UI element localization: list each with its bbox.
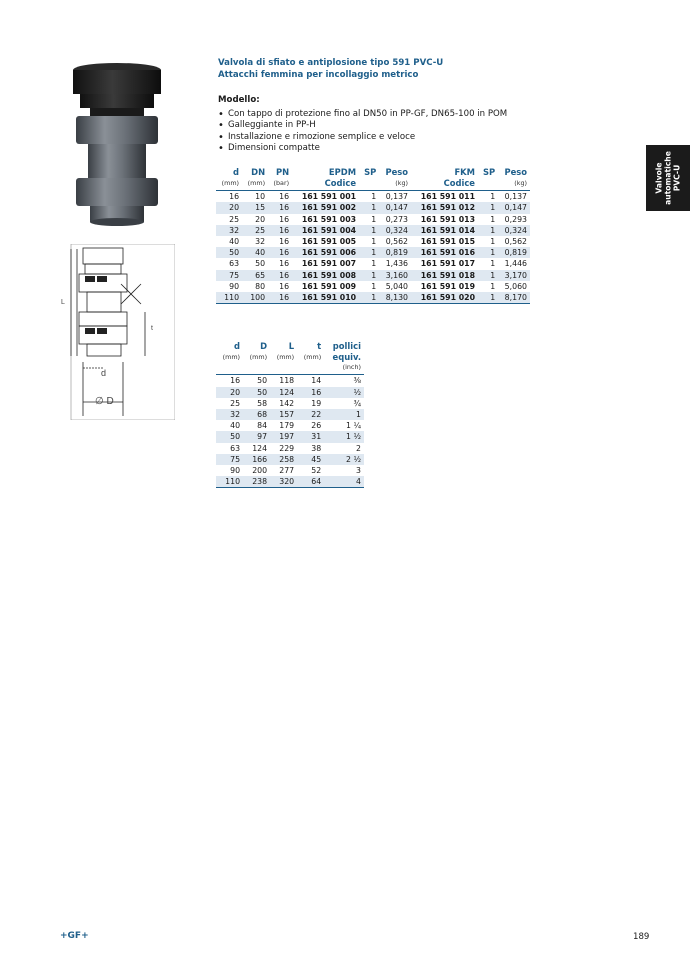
table-cell: 20 — [216, 387, 243, 398]
table-cell: 161 591 003 — [301, 214, 357, 224]
table-cell: 238 — [243, 476, 270, 488]
table-cell: 110 — [216, 292, 242, 304]
table-row — [216, 465, 364, 476]
table-cell: 16 — [279, 237, 290, 247]
feature-item: • Galleggiante in PP-H — [218, 120, 507, 132]
table-row — [216, 270, 530, 281]
col-header: t — [317, 341, 322, 351]
table-cell: 1 — [478, 202, 498, 213]
table-cell: 1 — [371, 259, 377, 269]
section-tab-line-2: automatiche — [663, 151, 673, 205]
table-cell: 1 — [359, 202, 379, 213]
section-tab-text — [655, 147, 682, 209]
col-unit: (mm) — [221, 178, 240, 187]
col-header: DN — [251, 167, 266, 177]
table-cell: 75 — [216, 270, 242, 281]
table-cell: 161 591 014 — [411, 225, 478, 236]
table-cell: 161 591 005 — [301, 237, 357, 247]
col-header: FKM — [454, 167, 475, 177]
table-row — [216, 292, 530, 304]
col-unit — [478, 178, 498, 191]
table-cell: 161 591 004 — [292, 225, 359, 236]
table-cell: 4 — [324, 476, 364, 488]
col-unit: (bar) — [273, 178, 290, 187]
feature-list — [218, 109, 507, 155]
table-cell: 161 591 018 — [411, 270, 478, 281]
table-cell: 16 — [268, 247, 292, 258]
col-unit: (kg) — [395, 178, 409, 187]
table-cell: 161 591 011 — [420, 192, 475, 202]
feature-item: • Installazione e rimozione semplice e veloce — [218, 132, 507, 144]
table-cell: 15 — [242, 202, 268, 213]
table-cell: 124 — [270, 387, 297, 398]
table-cell: 75 — [216, 454, 243, 465]
table-cell: 166 — [243, 454, 270, 465]
table-cell: 100 — [242, 292, 268, 304]
table-cell: 0,137 — [504, 192, 527, 202]
col-header: L — [288, 341, 295, 351]
col-unit: (mm) — [303, 353, 322, 362]
table-cell: 161 591 007 — [301, 259, 357, 269]
table-cell: 10 — [255, 192, 266, 202]
table-cell: 84 — [257, 421, 268, 431]
table-cell: 16 — [279, 214, 290, 224]
table-cell: 16 — [279, 281, 290, 291]
table-cell: 50 — [243, 387, 270, 398]
table-cell: 1 — [490, 237, 496, 247]
table-cell: 161 591 012 — [411, 202, 478, 213]
table-cell: 80 — [255, 281, 266, 291]
table-cell: ¾ — [353, 398, 361, 408]
table-cell: 16 — [268, 292, 292, 304]
table-cell: 1,446 — [504, 259, 527, 269]
col-header: EPDM — [328, 167, 357, 177]
table-cell: 0,147 — [498, 202, 530, 213]
table-cell: 16 — [268, 270, 292, 281]
table-cell: 1 ¼ — [346, 421, 361, 431]
table-cell: 0,273 — [385, 214, 409, 224]
table-cell: 1 — [371, 192, 377, 202]
col-header: d — [233, 167, 240, 177]
col-unit: (mm) — [222, 353, 241, 362]
table-cell: 157 — [270, 409, 297, 420]
table-cell: 197 — [270, 431, 297, 442]
table-cell: 124 — [252, 443, 268, 453]
dimension-d-label: d — [101, 368, 107, 378]
gf-logo: +GF+ — [60, 931, 89, 941]
table-row — [216, 202, 530, 213]
col-header: d — [234, 341, 241, 351]
col-header-line2: equiv. — [332, 352, 361, 363]
table-cell: 16 — [268, 225, 292, 236]
table-cell: 65 — [242, 270, 268, 281]
section-tab-line-3: PVC-U — [672, 164, 682, 192]
table-cell: 97 — [243, 431, 270, 442]
table-cell: 161 591 017 — [420, 259, 475, 269]
table-cell: 161 591 010 — [292, 292, 359, 304]
table-cell: 161 591 001 — [301, 192, 357, 202]
table-cell: 63 — [229, 259, 240, 269]
table-row — [216, 420, 364, 431]
table-cell: 1 — [371, 214, 377, 224]
col-header: SP — [483, 167, 496, 177]
table-cell: 110 — [216, 476, 243, 488]
table-cell: 1 — [478, 270, 498, 281]
table-row — [216, 225, 530, 236]
table-cell: 32 — [216, 409, 243, 420]
col-unit: (mm) — [276, 353, 295, 362]
table-cell: 0,562 — [504, 237, 527, 247]
table-cell: 19 — [311, 398, 322, 408]
table-cell: 8,130 — [379, 292, 411, 304]
table-cell: 40 — [230, 421, 241, 431]
table-cell: 1 — [478, 292, 498, 304]
table-row — [216, 214, 530, 225]
table-cell: 16 — [229, 192, 240, 202]
table-cell: 52 — [311, 466, 322, 476]
col-unit: (mm) — [249, 353, 268, 362]
valve-drawing — [55, 244, 175, 420]
table-cell: 3 — [356, 466, 361, 476]
table-cell: 0,324 — [379, 225, 411, 236]
table-cell: 0,819 — [498, 247, 530, 258]
model-heading: Modello: — [218, 95, 260, 105]
table-cell: 16 — [279, 192, 290, 202]
table-cell: 1 ½ — [324, 431, 364, 442]
col-unit — [359, 178, 379, 191]
section-tab-line-1: Valvole — [654, 162, 664, 194]
table-cell: 161 591 015 — [420, 237, 475, 247]
page-title — [218, 57, 443, 81]
dimension-D-label: ∅ D — [95, 396, 114, 407]
table-cell: 161 591 009 — [301, 281, 357, 291]
order-table — [216, 167, 530, 304]
table-cell: 38 — [311, 443, 322, 453]
col-header: D — [260, 341, 268, 351]
table-cell: 200 — [252, 466, 268, 476]
table-cell: 1 — [490, 214, 496, 224]
table-cell: 1 — [359, 225, 379, 236]
table-cell: 277 — [279, 466, 295, 476]
table-row — [216, 476, 364, 488]
table-cell: 25 — [242, 225, 268, 236]
dimension-table-body — [216, 375, 364, 488]
table-cell: 50 — [257, 376, 268, 386]
model-features — [218, 95, 507, 155]
table-cell: 50 — [255, 259, 266, 269]
dimension-L-label: L — [61, 299, 65, 306]
table-cell: 1 — [478, 247, 498, 258]
table-row — [216, 247, 530, 258]
table-cell: ⅜ — [353, 376, 361, 386]
table-cell: 2 — [356, 443, 361, 453]
table-cell: 1,436 — [385, 259, 409, 269]
table-row — [216, 387, 364, 398]
table-cell: 0,147 — [379, 202, 411, 213]
table-cell: 1 — [324, 409, 364, 420]
table-cell: 50 — [216, 431, 243, 442]
col-header: Peso — [385, 167, 409, 177]
table-cell: 179 — [279, 421, 295, 431]
table-row — [216, 431, 364, 442]
table-cell: 3,170 — [498, 270, 530, 281]
table-cell: 20 — [216, 202, 242, 213]
table-cell: 26 — [311, 421, 322, 431]
table-cell: 14 — [311, 376, 322, 386]
table-cell: 161 591 008 — [292, 270, 359, 281]
feature-item: • Con tappo di protezione fino al DN50 in PP-GF, DN65-100 in POM — [218, 109, 507, 121]
section-tab — [646, 145, 690, 211]
table-cell: 320 — [270, 476, 297, 488]
table-cell: 20 — [255, 214, 266, 224]
col-unit: (inch) — [342, 363, 361, 372]
table-cell: 161 591 002 — [292, 202, 359, 213]
table-cell: 31 — [297, 431, 324, 442]
table-cell: 2 ½ — [324, 454, 364, 465]
feature-item: • Dimensioni compatte — [218, 143, 507, 155]
table-cell: 161 591 006 — [292, 247, 359, 258]
table-cell: 229 — [279, 443, 295, 453]
table-cell: 0,324 — [498, 225, 530, 236]
title-line-2: Attacchi femmina per incollaggio metrico — [218, 70, 419, 80]
table-cell: 58 — [257, 398, 268, 408]
table-cell: 1 — [490, 259, 496, 269]
col-header: pollici — [332, 341, 361, 351]
table-cell: 161 591 020 — [411, 292, 478, 304]
order-table-body — [216, 191, 530, 304]
table-cell: 68 — [243, 409, 270, 420]
table-row — [216, 454, 364, 465]
valve-photo — [60, 60, 175, 230]
table-cell: 63 — [230, 443, 241, 453]
table-row — [216, 281, 530, 292]
table-cell: 22 — [297, 409, 324, 420]
page-number: 189 — [633, 932, 650, 942]
col-header: Peso — [504, 167, 527, 177]
col-unit: Codice — [324, 178, 357, 189]
table-row — [216, 443, 364, 454]
table-cell: 142 — [279, 398, 295, 408]
col-unit: (kg) — [514, 178, 527, 187]
table-cell: 90 — [229, 281, 240, 291]
col-unit: (mm) — [247, 178, 266, 187]
table-cell: 25 — [229, 214, 240, 224]
table-cell: 1 — [371, 281, 377, 291]
table-cell: 0,137 — [385, 192, 409, 202]
table-row — [216, 191, 530, 203]
table-cell: 0,819 — [379, 247, 411, 258]
table-cell: 1 — [490, 192, 496, 202]
dimension-table — [216, 341, 364, 488]
table-cell: 1 — [371, 237, 377, 247]
table-cell: 25 — [230, 398, 241, 408]
table-cell: 32 — [216, 225, 242, 236]
table-cell: 16 — [297, 387, 324, 398]
table-cell: 1 — [359, 270, 379, 281]
table-cell: 16 — [268, 202, 292, 213]
table-cell: 32 — [255, 237, 266, 247]
table-row — [216, 236, 530, 247]
table-cell: 50 — [216, 247, 242, 258]
table-cell: 40 — [242, 247, 268, 258]
table-row — [216, 398, 364, 409]
table-cell: 161 591 013 — [420, 214, 475, 224]
table-cell: 1 — [359, 292, 379, 304]
table-cell: 3,160 — [379, 270, 411, 281]
dimension-t-label: t — [151, 325, 153, 332]
col-unit: Codice — [443, 178, 475, 189]
table-cell: 40 — [229, 237, 240, 247]
table-cell: 90 — [230, 466, 241, 476]
table-cell: 16 — [279, 259, 290, 269]
table-cell: 0,293 — [504, 214, 527, 224]
table-cell: 0,562 — [385, 237, 409, 247]
table-cell: 1 — [359, 247, 379, 258]
table-cell: 5,060 — [504, 281, 527, 291]
table-cell: 1 — [478, 225, 498, 236]
table-cell: 118 — [279, 376, 295, 386]
table-cell: 8,170 — [498, 292, 530, 304]
table-cell: 16 — [230, 376, 241, 386]
table-cell: 161 591 019 — [420, 281, 475, 291]
table-cell: 161 591 016 — [411, 247, 478, 258]
table-cell: 5,040 — [385, 281, 409, 291]
col-header: SP — [364, 167, 377, 177]
table-row — [216, 258, 530, 269]
title-line-1: Valvola di sfiato e antiplosione tipo 591 PVC-U — [218, 58, 444, 68]
table-row — [216, 375, 364, 387]
table-cell: ½ — [324, 387, 364, 398]
table-row — [216, 409, 364, 420]
table-cell: 1 — [490, 281, 496, 291]
table-cell: 45 — [297, 454, 324, 465]
col-header: PN — [275, 167, 290, 177]
table-cell: 64 — [297, 476, 324, 488]
table-cell: 258 — [270, 454, 297, 465]
